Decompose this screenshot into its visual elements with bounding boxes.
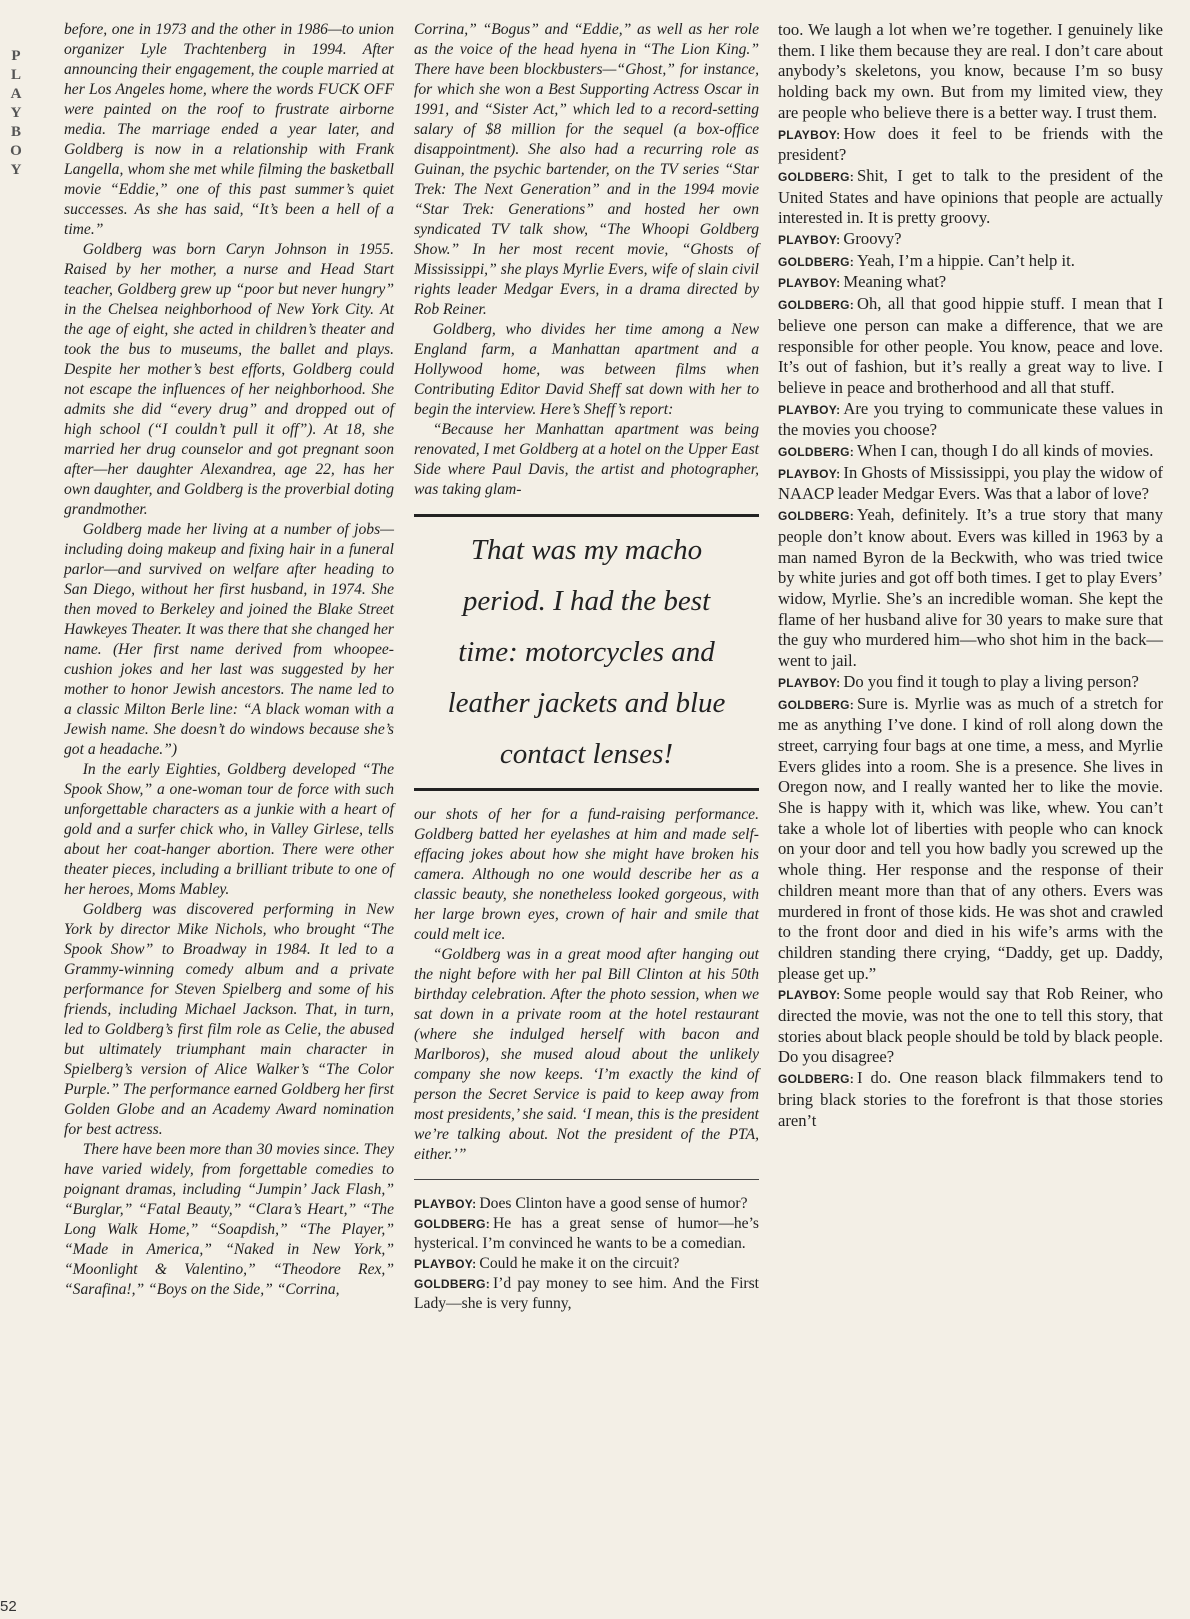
qa-text: I do. One reason black filmmakers tend to bring black stories to the forefront is that those stories aren’t [778,1068,1163,1130]
qa-entry [778,20,1163,124]
qa-text: Yeah, definitely. It’s a true story that many people don’t know about. Evers was killed in 1963 by a man named Byron de la Beckwith, who was tried twice by white juries and got off both times. I get to play Evers’ widow, Myrlie. She’s an incredible woman. She kept the flame of her husband alive for 30 years to make sure that the guy who murdered him—who shot him in the back—went to jail. [778,505,1163,671]
qa-text: Are you trying to communicate these values in the movies you choose? [778,398,1163,440]
pull-quote-line: period. I had the best [462,585,711,617]
qa-text: Groovy? [843,229,902,249]
speaker-label: GOLDBERG: [778,169,855,184]
speaker-label: PLAYBOY: [778,233,841,248]
qa-text: In Ghosts of Mississippi, you play the widow of NAACP leader Medgar Evers. Was that a labor of love? [778,462,1163,504]
interview-qa [414,1194,759,1314]
qa-text: When I can, though I do all kinds of movies. [857,441,1154,461]
pull-quote-line: contact lenses! [499,738,674,770]
speaker-label: GOLDBERG: [778,298,855,313]
qa-text: too. We laugh a lot when we’re together. I genuinely like them. I like them because they are real. I don’t care about anybody’s skeletons, you know, because I’m so busy holding back my own. But from my limited view, they are people who believe there is a better way. I trust them. [778,20,1163,122]
column-1 [64,20,394,1300]
qa-text: Could he make it on the circuit? [479,1255,680,1272]
speaker-label: PLAYBOY: [778,276,841,291]
intro-paragraph: Goldberg, who divides her time among a New England farm, a Manhattan apartment and a Hollywood home, was between films when Contributing Editor David Sheff sat down with her to begin the interview. Here’s Sheff’s report: [414,321,759,418]
qa-text: Do you find it tough to play a living person? [843,671,1139,691]
intro-paragraph: Goldberg was born Caryn Johnson in 1955. Raised by her mother, a nurse and Head Start teacher, Goldberg grew up “poor but never hungry” in the Chelsea neighborhood of New York City. At the age of eight, she acted in children’s theater and took the bus to museums, the ballet and plays. Despite her mother’s best efforts, Goldberg could not escape the influences of her neighborhood. She admits she did “every drug” and dropped out of high school (“I couldn’t pull it off”). At 18, she married her drug counselor and got pregnant soon after—her daughter Alexandrea, age 22, has her own daughter, and Goldberg is the proverbial doting grandmother. [64,241,394,518]
intro-paragraph: “Goldberg was in a great mood after hanging out the night before with her pal Bill Clinton at his 50th birthday celebration. After the photo session, when we sat down in a private room at the hotel restaurant (where she indulged herself with bacon and Marlboros), she mused aloud about the unlikely company she now keeps. ‘I’m exactly the kind of person the Secret Service is paid to keep away from most presidents,’ she said. ‘I mean, this is the president we’re talking about. Not the president of the PTA, either.’” [414,946,759,1163]
qa-entry [778,505,1163,672]
speaker-label: GOLDBERG: [778,1072,855,1087]
qa-entry [414,1214,759,1254]
speaker-label: GOLDBERG: [778,445,855,460]
intro-paragraph: “Because her Manhattan apartment was being renovated, I met Goldberg at a hotel on the Upper East Side where Paul Davis, the artist and photographer, was taking glam- [414,421,759,498]
column-2 [414,20,759,1314]
qa-entry [778,672,1163,694]
qa-text: Oh, all that good hippie stuff. I mean that I believe one person can make a difference, that we are responsible for other people. You know, peace and love. It’s out of fashion, but it’s really a great way to live. I believe in peace and brotherhood and all that stuff. [778,294,1163,397]
column-3 [778,20,1163,1131]
qa-text: I’d pay money to see him. And the First Lady—she is very funny, [414,1275,759,1312]
section-divider [414,1179,759,1180]
speaker-label: GOLDBERG: [778,697,855,712]
qa-entry [414,1194,759,1214]
intro-paragraph: before, one in 1973 and the other in 1986—to union organizer Lyle Trachtenberg in 1994. After announcing their engagement, the couple married at her Los Angeles home, where the words FUCK OFF were painted on the roof to frustrate airborne media. The marriage ended a year later, and Goldberg is now in a relationship with Frank Langella, whom she met while filming the basketball movie “Eddie,” one of this past summer’s quiet successes. As she has said, “It’s been a hell of a time.” [64,21,394,238]
qa-entry [778,463,1163,505]
speaker-label: GOLDBERG: [778,254,855,269]
speaker-label: GOLDBERG: [778,509,855,524]
qa-text: How does it feel to be friends with the president? [778,123,1163,165]
qa-text: Sure is. Myrlie was as much of a stretch for me as anything I’ve done. I kind of roll along down the street, carrying four bags at one time, a mess, and Myrlie Evers glides into a room. She is a presence. She lives in Oregon now, and I really wanted her to like the movie. She is happy with it, which was like, whew. You can’t take a whole lot of liberties with people who can knock on your door and tell you how badly you screwed up the whole thing. Her response and the response of their children meant more than that of any others. Evers was murdered in front of those kids. He was shot and crawled to the front door and died in his wife’s arms with the children standing there crying, “Daddy, get up. Daddy, please get up.” [778,693,1163,983]
qa-entry [778,229,1163,251]
pull-quote [414,514,759,791]
page-number: 52 [0,1598,17,1615]
intro-paragraph: Goldberg made her living at a number of jobs—including doing makeup and fixing hair in a funeral parlor—and survived on welfare after heading to San Diego, without her first husband, in 1974. She then moved to Berkeley and joined the Blake Street Hawkeyes Theater. It was there that she changed her name. (Her first name derived from whoopee-cushion jokes and her last was suggested by her mother to honor Jewish ancestors. The name led to a classic Milton Berle line: “A black woman with a Jewish name. She doesn’t do windows because she’s got a headache.”) [64,521,394,758]
speaker-label: PLAYBOY: [778,402,841,417]
running-head: PLAYBOY [8,48,24,181]
qa-entry [778,441,1163,463]
qa-entry [778,124,1163,166]
intro-paragraph: our shots of her for a fund-raising performance. Goldberg batted her eyelashes at him and made self-effacing jokes about how she might have broken his camera. Although no one would describe her as a classic beauty, she nonetheless looked gorgeous, with her large brown eyes, crown of hair and smile that could melt ice. [414,806,759,943]
qa-entry [778,166,1163,229]
speaker-label: GOLDBERG: [414,1217,491,1231]
intro-paragraph: Corrina,” “Bogus” and “Eddie,” as well as her role as the voice of the head hyena in “The Lion King.” There have been blockbusters—“Ghost,” for instance, for which she won a Best Supporting Actress Oscar in 1991, and “Sister Act,” which led to a record-setting salary of $8 million for the sequel (a box-office disappointment). She also had a recurring role as Guinan, the psychic bartender, on the TV series “Star Trek: The Next Generation” and in the 1994 movie “Star Trek: Generations” and hosted her own syndicated TV talk show, “The Whoopi Goldberg Show.” In her most recent movie, “Ghosts of Mississippi,” she plays Myrlie Evers, wife of slain civil rights leader Medgar Evers, in a drama directed by Rob Reiner. [414,21,759,318]
pull-quote-line: time: motorcycles and [458,636,715,668]
qa-entry [778,294,1163,399]
intro-paragraph: In the early Eighties, Goldberg developed “The Spook Show,” a one-woman tour de force with such unforgettable characters as a junkie with a heart of gold and a surfer chick who, in Valley Girlese, tells about her coat-hanger abortion. There were other theater pieces, including a brilliant tribute to one of her heroes, Moms Mabley. [64,761,394,898]
speaker-label: PLAYBOY: [778,988,841,1003]
intro-paragraph: There have been more than 30 movies since. They have varied widely, from forgettable comedies to poignant dramas, including “Jumpin’ Jack Flash,” “Burglar,” “Fatal Beauty,” “Clara’s Heart,” “The Long Walk Home,” “Soapdish,” “The Player,” “Made in America,” “Naked in New York,” “Moonlight & Valentino,” “Theodore Rex,” “Sarafina!,” “Boys on the Side,” “Corrina, [64,1141,394,1298]
qa-entry [778,399,1163,441]
qa-entry [778,272,1163,294]
speaker-label: PLAYBOY: [414,1257,477,1271]
speaker-label: PLAYBOY: [778,675,841,690]
qa-entry [778,1068,1163,1131]
qa-entry [778,694,1163,985]
qa-text: Shit, I get to talk to the president of the United States and have opinions that people are actually interested in. It is pretty groovy. [778,165,1163,228]
speaker-label: PLAYBOY: [778,127,841,142]
speaker-label: GOLDBERG: [414,1277,491,1291]
qa-entry [414,1274,759,1314]
qa-text: Some people would say that Rob Reiner, who directed the movie, was not the one to tell this story, that stories about black people should be told by black people. Do you disagree? [778,984,1163,1067]
qa-entry [778,251,1163,273]
qa-text: Meaning what? [843,272,947,292]
qa-text: Yeah, I’m a hippie. Can’t help it. [857,250,1075,270]
qa-entry [778,984,1163,1068]
speaker-label: PLAYBOY: [778,466,841,481]
pull-quote-line: That was my macho [470,534,703,566]
qa-text: Does Clinton have a good sense of humor? [479,1195,748,1212]
qa-entry [414,1254,759,1274]
speaker-label: PLAYBOY: [414,1197,477,1211]
pull-quote-line: leather jackets and blue [447,687,726,719]
intro-paragraph: Goldberg was discovered performing in New York by director Mike Nichols, who brought “The Spook Show” to Broadway in 1984. It led to a Grammy-winning comedy album and a private performance for Steven Spielberg and some of his friends, including Michael Jackson. That, in turn, led to Goldberg’s first film role as Celie, the abused but ultimately triumphant main character in Spielberg’s version of Alice Walker’s “The Color Purple.” The performance earned Goldberg her first Golden Globe and an Academy Award nomination for best actress. [64,901,394,1138]
qa-text: He has a great sense of humor—he’s hysterical. I’m convinced he wants to be a comedian. [414,1215,759,1252]
